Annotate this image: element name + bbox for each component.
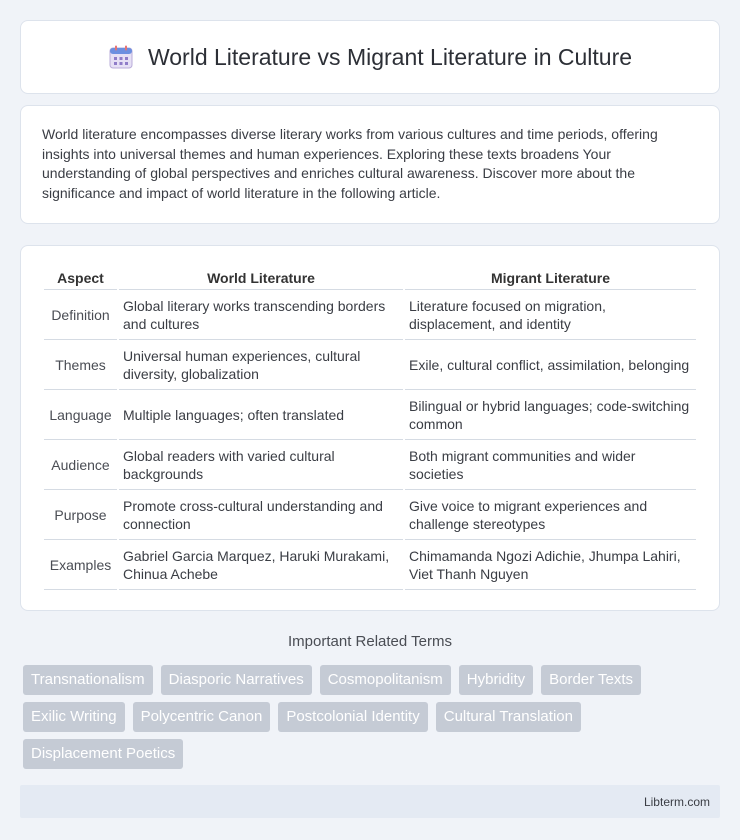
comparison-card	[20, 245, 720, 611]
row-aspect: Language	[44, 390, 117, 440]
row-world: Global readers with varied cultural backgrounds	[119, 440, 403, 490]
table-row	[44, 540, 696, 590]
term-tag[interactable]: Displacement Poetics	[23, 739, 183, 769]
term-tag[interactable]: Transnationalism	[23, 665, 153, 695]
header-aspect: Aspect	[44, 266, 117, 290]
comparison-table	[42, 266, 698, 590]
row-world: Gabriel Garcia Marquez, Haruki Murakami, Chinua Achebe	[119, 540, 403, 590]
footer-site-link[interactable]: Libterm.com	[643, 794, 710, 809]
calendar-icon	[108, 44, 134, 70]
row-migrant: Exile, cultural conflict, assimilation, belonging	[405, 340, 696, 390]
term-tag[interactable]: Diasporic Narratives	[161, 665, 312, 695]
term-tag[interactable]: Border Texts	[541, 665, 641, 695]
row-migrant: Both migrant communities and wider societies	[405, 440, 696, 490]
row-world: Global literary works transcending borders and cultures	[119, 290, 403, 340]
table-row	[44, 340, 696, 390]
row-world: Promote cross-cultural understanding and connection	[119, 490, 403, 540]
row-migrant: Literature focused on migration, displacement, and identity	[405, 290, 696, 340]
intro-text: World literature encompasses diverse literary works from various cultures and time periods, offering insights into universal themes and human experiences. Exploring these texts broadens Your understanding of global perspectives and enriches cultural awareness. Discover more about the significance and impact of world literature in the following article.	[42, 126, 658, 201]
row-aspect: Purpose	[44, 490, 117, 540]
table-row	[44, 390, 696, 440]
row-world: Universal human experiences, cultural diversity, globalization	[119, 340, 403, 390]
related-terms-title: Important Related Terms	[288, 633, 452, 650]
term-tag[interactable]: Exilic Writing	[23, 702, 125, 732]
related-terms-list	[20, 665, 720, 769]
row-migrant: Chimamanda Ngozi Adichie, Jhumpa Lahiri, Viet Thanh Nguyen	[405, 540, 696, 590]
table-row	[44, 490, 696, 540]
page-title: World Literature vs Migrant Literature in Culture	[147, 43, 633, 70]
term-tag[interactable]: Polycentric Canon	[133, 702, 271, 732]
intro-card	[20, 105, 720, 224]
header-migrant-literature: Migrant Literature	[405, 266, 696, 290]
row-aspect: Examples	[44, 540, 117, 590]
row-world: Multiple languages; often translated	[119, 390, 403, 440]
term-tag[interactable]: Hybridity	[459, 665, 533, 695]
row-aspect: Themes	[44, 340, 117, 390]
table-row	[44, 440, 696, 490]
table-header-row	[44, 266, 696, 290]
term-tag[interactable]: Postcolonial Identity	[278, 702, 427, 732]
term-tag[interactable]: Cultural Translation	[436, 702, 581, 732]
table-row	[44, 290, 696, 340]
footer	[20, 785, 720, 818]
row-migrant: Give voice to migrant experiences and challenge stereotypes	[405, 490, 696, 540]
row-migrant: Bilingual or hybrid languages; code-switching common	[405, 390, 696, 440]
term-tag[interactable]: Cosmopolitanism	[320, 665, 451, 695]
row-aspect: Audience	[44, 440, 117, 490]
row-aspect: Definition	[44, 290, 117, 340]
header-world-literature: World Literature	[119, 266, 403, 290]
title-card	[20, 20, 720, 94]
